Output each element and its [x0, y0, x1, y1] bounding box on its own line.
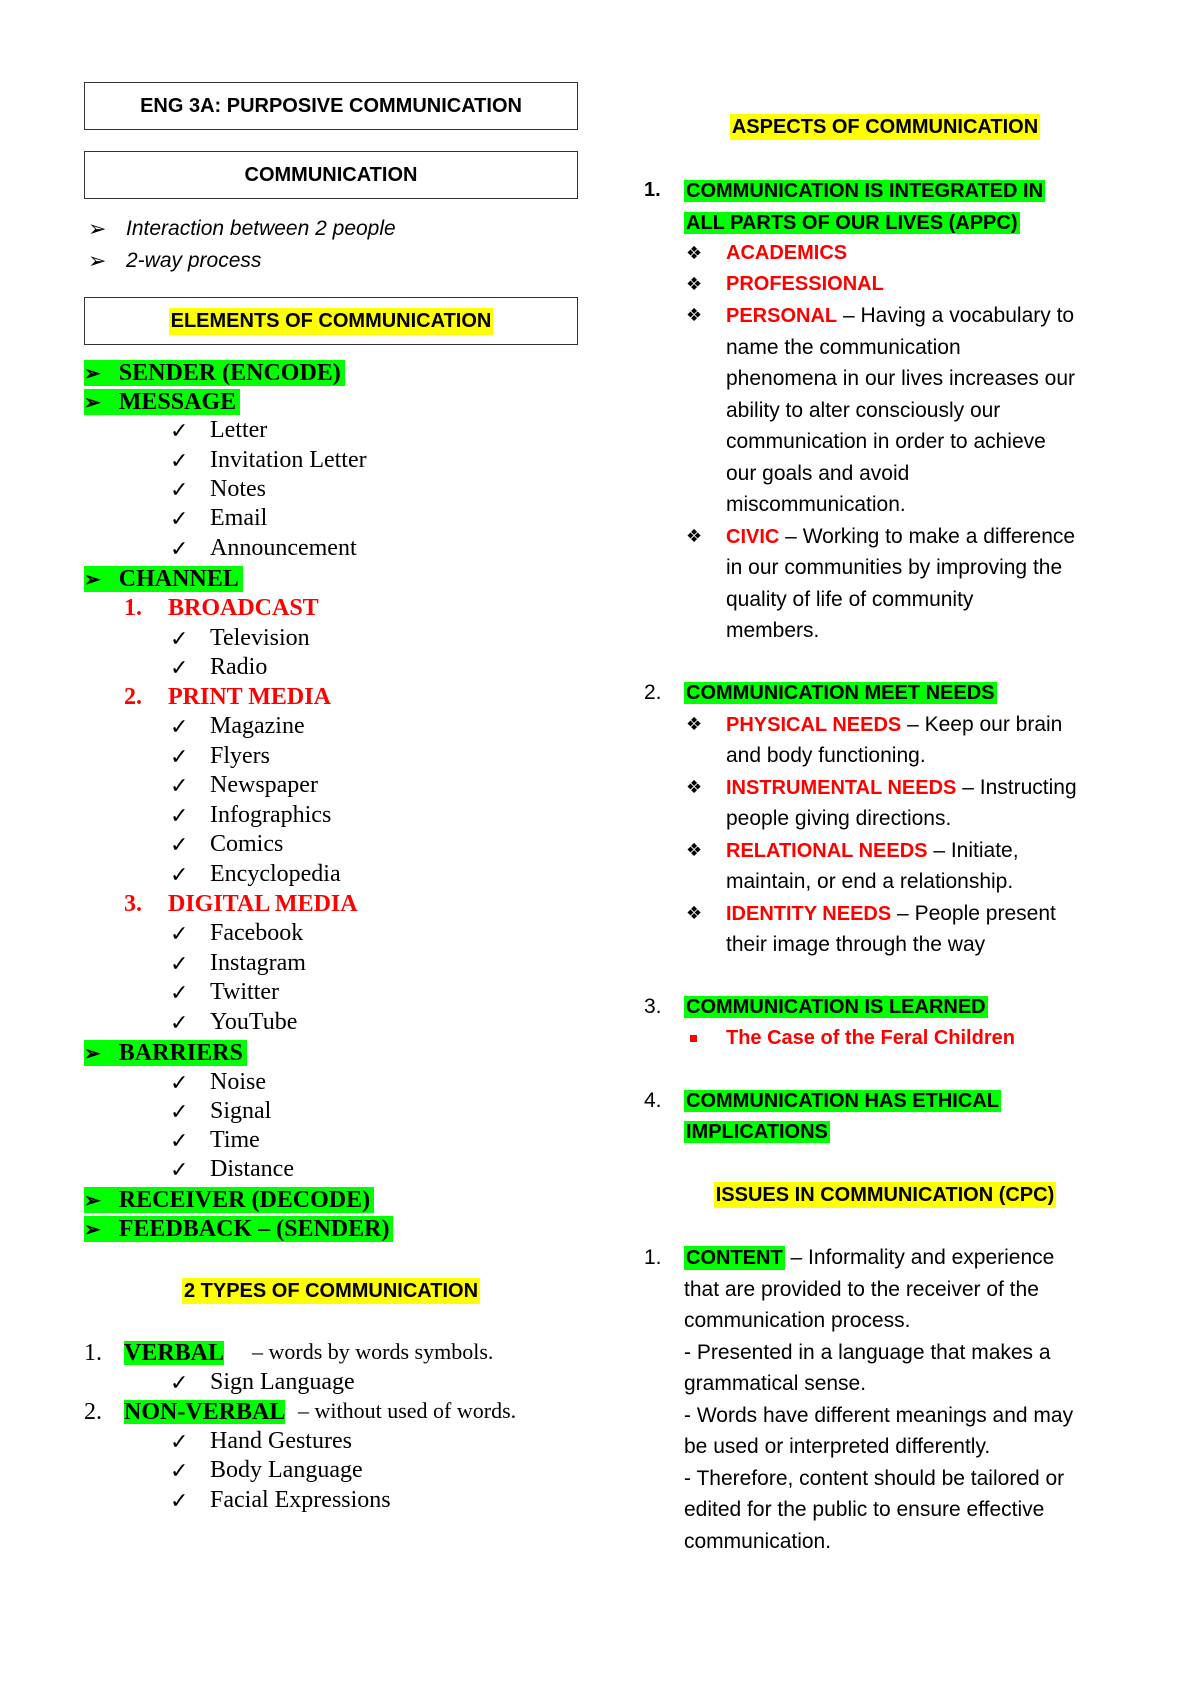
channel-number: 1.	[124, 595, 142, 621]
check-icon: ✓	[170, 418, 189, 443]
barrier-sub-item: Distance	[210, 1156, 294, 1182]
broadcast-sub-item: Television	[210, 625, 310, 651]
message-sub-item: Letter	[210, 417, 268, 443]
diamond-bullet-icon: ❖	[686, 305, 703, 325]
digital-sub-item: Twitter	[210, 979, 279, 1005]
professional-item: PROFESSIONAL	[726, 273, 884, 295]
broadcast-heading: BROADCAST	[168, 595, 319, 621]
arrow-bullet-icon: ➢	[84, 1043, 101, 1065]
nonverbal-desc: – without used of words.	[298, 1398, 517, 1423]
civic-line: quality of life of community	[726, 588, 974, 611]
types-heading: 2 TYPES OF COMMUNICATION	[183, 1280, 479, 1302]
digital-sub-item: YouTube	[210, 1009, 298, 1035]
feral-children-item: The Case of the Feral Children	[726, 1027, 1015, 1049]
aspect-4-line-2: IMPLICATIONS	[686, 1121, 828, 1143]
course-title-box	[84, 82, 578, 130]
verbal-label: VERBAL	[124, 1340, 225, 1366]
academics-item: ACADEMICS	[726, 242, 848, 264]
square-bullet-icon	[690, 1035, 697, 1042]
check-icon: ✓	[170, 1429, 189, 1454]
print-sub-item: Flyers	[210, 743, 270, 769]
check-icon: ✓	[170, 1070, 189, 1095]
issues-heading-wrap	[675, 1184, 1095, 1207]
aspects-heading-wrap	[675, 116, 1095, 139]
diamond-bullet-icon: ❖	[686, 777, 703, 797]
instrumental-line: INSTRUMENTAL NEEDS – Instructing	[726, 776, 1077, 799]
aspect-1-line-1: COMMUNICATION IS INTEGRATED IN	[686, 180, 1044, 202]
elements-title: ELEMENTS OF COMMUNICATION	[169, 308, 494, 335]
arrow-bullet-icon: ➢	[88, 216, 107, 241]
comm-point: Interaction between 2 people	[126, 217, 396, 240]
arrow-bullet-icon: ➢	[84, 1190, 101, 1212]
diamond-bullet-icon: ❖	[686, 903, 703, 923]
type-number: 1.	[84, 1340, 102, 1366]
nonverbal-sub-item: Hand Gestures	[210, 1428, 352, 1454]
personal-line: PERSONAL – Having a vocabulary to	[726, 304, 1075, 327]
check-icon: ✓	[170, 1488, 189, 1513]
check-icon: ✓	[170, 951, 189, 976]
print-sub-item: Magazine	[210, 713, 305, 739]
content-line: - Therefore, content should be tailored or	[684, 1467, 1065, 1490]
check-icon: ✓	[170, 1458, 189, 1483]
aspect-number: 4.	[644, 1089, 662, 1112]
arrow-bullet-icon: ➢	[84, 569, 101, 591]
message-sub-item: Email	[210, 505, 268, 531]
check-icon: ✓	[170, 536, 189, 561]
check-icon: ✓	[170, 773, 189, 798]
arrow-bullet-icon: ➢	[84, 1219, 101, 1241]
arrow-bullet-icon: ➢	[84, 392, 101, 414]
content-line: be used or interpreted differently.	[684, 1435, 991, 1458]
verbal-sub-item: Sign Language	[210, 1369, 355, 1395]
check-icon: ✓	[170, 921, 189, 946]
content-line: - Words have different meanings and may	[684, 1404, 1074, 1427]
personal-line: phenomena in our lives increases our	[726, 367, 1076, 390]
check-icon: ✓	[170, 714, 189, 739]
aspect-1-line-2: ALL PARTS OF OUR LIVES (APPC)	[686, 212, 1018, 234]
diamond-bullet-icon: ❖	[686, 274, 703, 294]
content-line: communication.	[684, 1530, 832, 1553]
content-line: - Presented in a language that makes a	[684, 1341, 1051, 1364]
diamond-bullet-icon: ❖	[686, 714, 703, 734]
civic-line: members.	[726, 619, 820, 642]
print-sub-item: Newspaper	[210, 772, 318, 798]
relational-line: maintain, or end a relationship.	[726, 870, 1014, 893]
physical-line: and body functioning.	[726, 744, 926, 767]
barrier-sub-item: Noise	[210, 1069, 266, 1095]
channel-number: 3.	[124, 891, 142, 917]
issue-number: 1.	[644, 1246, 662, 1269]
aspect-number: 3.	[644, 995, 662, 1018]
personal-line: communication in order to achieve	[726, 430, 1046, 453]
communication-title: COMMUNICATION	[244, 163, 418, 186]
content-line: edited for the public to ensure effective	[684, 1498, 1045, 1521]
aspects-heading: ASPECTS OF COMMUNICATION	[731, 116, 1039, 138]
check-icon: ✓	[170, 1128, 189, 1153]
check-icon: ✓	[170, 980, 189, 1005]
content-line: that are provided to the receiver of the	[684, 1278, 1039, 1301]
check-icon: ✓	[170, 1010, 189, 1035]
check-icon: ✓	[170, 803, 189, 828]
comm-point: 2-way process	[126, 249, 262, 272]
broadcast-sub-item: Radio	[210, 654, 268, 680]
relational-line: RELATIONAL NEEDS – Initiate,	[726, 839, 1019, 862]
check-icon: ✓	[170, 448, 189, 473]
print-sub-item: Infographics	[210, 802, 332, 828]
issues-heading: ISSUES IN COMMUNICATION (CPC)	[715, 1184, 1055, 1206]
personal-line: our goals and avoid	[726, 462, 910, 485]
content-line: CONTENT – Informality and experience	[686, 1246, 1055, 1269]
digital-sub-item: Instagram	[210, 950, 306, 976]
civic-line: CIVIC – Working to make a difference	[726, 525, 1076, 548]
check-icon: ✓	[170, 1370, 189, 1395]
check-icon: ✓	[170, 862, 189, 887]
course-title: ENG 3A: PURPOSIVE COMMUNICATION	[140, 94, 522, 117]
civic-line: in our communities by improving the	[726, 556, 1063, 579]
check-icon: ✓	[170, 1099, 189, 1124]
nonverbal-label: NON-VERBAL	[124, 1399, 286, 1425]
aspect-3: COMMUNICATION IS LEARNED	[686, 996, 986, 1018]
personal-line: miscommunication.	[726, 493, 906, 516]
barriers-item: ➢ BARRIERS	[84, 1040, 247, 1066]
physical-line: PHYSICAL NEEDS – Keep our brain	[726, 713, 1063, 736]
sender-item: ➢ SENDER (ENCODE)	[84, 360, 345, 386]
nonverbal-sub-item: Body Language	[210, 1457, 363, 1483]
check-icon: ✓	[170, 655, 189, 680]
content-line: communication process.	[684, 1309, 911, 1332]
channel-number: 2.	[124, 684, 142, 710]
aspect-number: 2.	[644, 681, 662, 704]
personal-line: ability to alter consciously our	[726, 399, 1001, 422]
aspect-4-line-1: COMMUNICATION HAS ETHICAL	[686, 1090, 999, 1112]
content-line: grammatical sense.	[684, 1372, 867, 1395]
personal-line: name the communication	[726, 336, 961, 359]
verbal-desc: – words by words symbols.	[252, 1339, 494, 1364]
identity-line: their image through the way	[726, 933, 986, 956]
receiver-item: ➢ RECEIVER (DECODE)	[84, 1187, 374, 1213]
diamond-bullet-icon: ❖	[686, 243, 703, 263]
check-icon: ✓	[170, 626, 189, 651]
digital-sub-item: Facebook	[210, 920, 304, 946]
nonverbal-sub-item: Facial Expressions	[210, 1487, 391, 1513]
print-sub-item: Encyclopedia	[210, 861, 341, 887]
message-item: ➢ MESSAGE	[84, 389, 240, 415]
instrumental-line: people giving directions.	[726, 807, 952, 830]
types-heading-wrap	[84, 1280, 578, 1303]
arrow-bullet-icon: ➢	[88, 248, 107, 273]
aspect-2: COMMUNICATION MEET NEEDS	[686, 682, 995, 704]
message-sub-item: Announcement	[210, 535, 357, 561]
diamond-bullet-icon: ❖	[686, 526, 703, 546]
message-sub-item: Notes	[210, 476, 266, 502]
identity-line: IDENTITY NEEDS – People present	[726, 902, 1056, 925]
channel-item: ➢ CHANNEL	[84, 566, 243, 592]
print-sub-item: Comics	[210, 831, 284, 857]
barrier-sub-item: Time	[210, 1127, 260, 1153]
feedback-item: ➢ FEEDBACK – (SENDER)	[84, 1216, 393, 1242]
diamond-bullet-icon: ❖	[686, 840, 703, 860]
digital-media-heading: DIGITAL MEDIA	[168, 891, 358, 917]
aspect-number: 1.	[644, 179, 661, 201]
arrow-bullet-icon: ➢	[84, 363, 101, 385]
communication-box	[84, 151, 578, 199]
barrier-sub-item: Signal	[210, 1098, 272, 1124]
print-media-heading: PRINT MEDIA	[168, 684, 331, 710]
check-icon: ✓	[170, 506, 189, 531]
check-icon: ✓	[170, 832, 189, 857]
type-number: 2.	[84, 1399, 102, 1425]
check-icon: ✓	[170, 744, 189, 769]
check-icon: ✓	[170, 1157, 189, 1182]
check-icon: ✓	[170, 477, 189, 502]
elements-box	[84, 297, 578, 345]
message-sub-item: Invitation Letter	[210, 447, 367, 473]
